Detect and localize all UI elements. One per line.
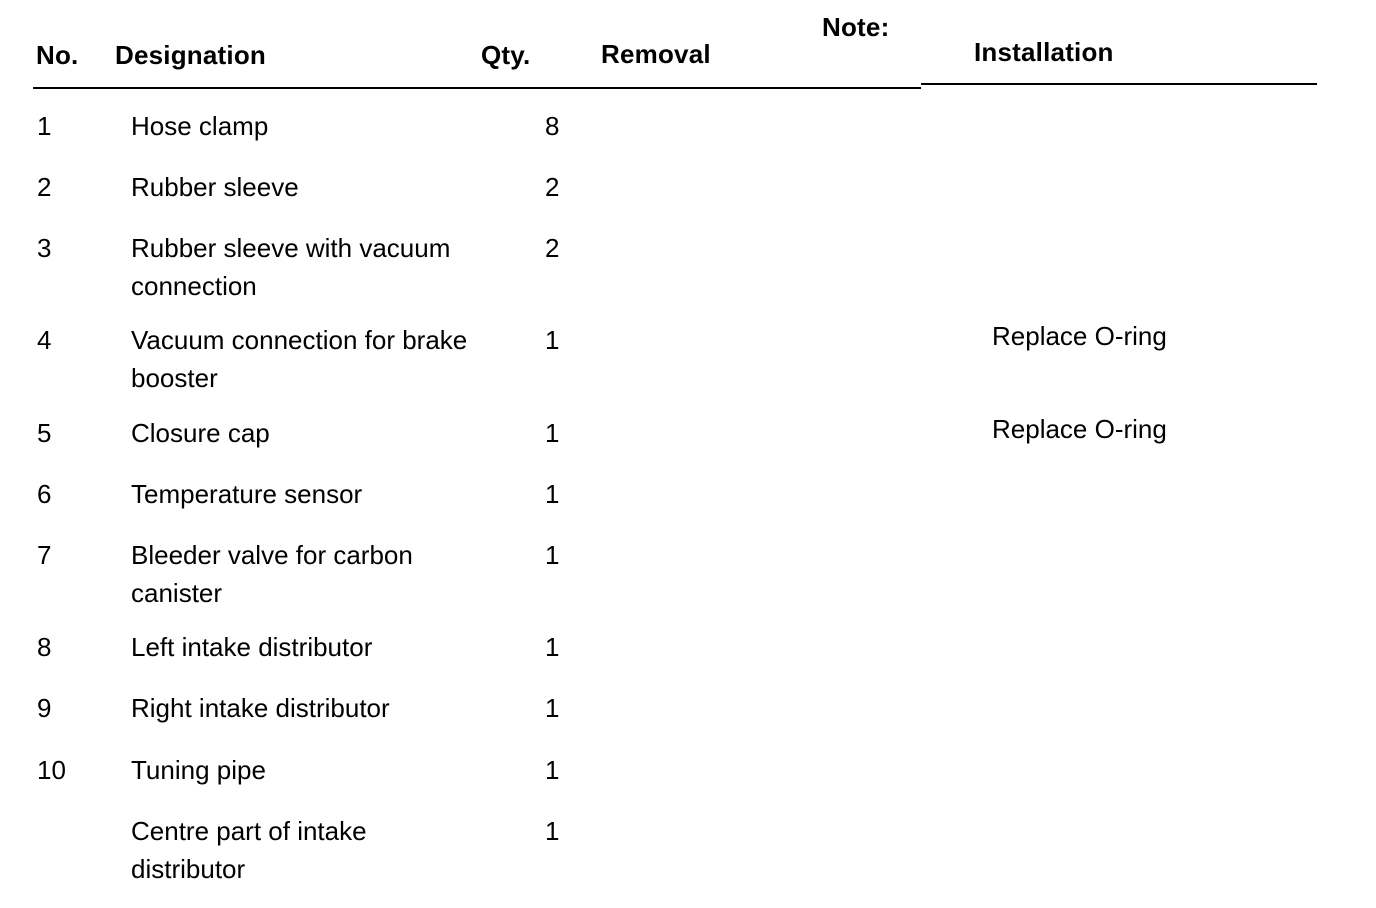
row-no: 4 — [37, 325, 52, 355]
row-designation: Rubber sleeve — [131, 172, 299, 202]
row-designation: Temperature sensor — [131, 479, 363, 509]
row-qty: 1 — [545, 632, 560, 662]
note-label: Note: — [822, 12, 890, 42]
row-no: 10 — [37, 755, 66, 785]
row-designation: Closure cap — [131, 418, 270, 448]
column-header-qty: Qty. — [481, 40, 531, 70]
row-no: 2 — [37, 172, 52, 202]
column-header-designation: Designation — [115, 40, 266, 70]
row-qty: 1 — [545, 418, 560, 448]
row-installation: Replace O-ring — [992, 321, 1167, 351]
row-installation: Replace O-ring — [992, 414, 1167, 444]
row-no: 3 — [37, 233, 52, 263]
row-no: 6 — [37, 479, 52, 509]
row-designation: Rubber sleeve with vacuum connection — [131, 233, 451, 301]
row-designation: Left intake distributor — [131, 632, 373, 662]
row-qty: 1 — [545, 755, 560, 785]
row-qty: 1 — [545, 325, 560, 355]
row-no: 1 — [37, 111, 52, 141]
row-qty: 1 — [545, 479, 560, 509]
row-designation: Centre part of intake distributor — [131, 816, 367, 884]
row-qty: 1 — [545, 540, 560, 570]
row-designation: Hose clamp — [131, 111, 269, 141]
row-qty: 1 — [545, 693, 560, 723]
row-designation: Bleeder valve for carbon canister — [131, 540, 413, 608]
row-no: 8 — [37, 632, 52, 662]
row-qty: 2 — [545, 233, 560, 263]
column-header-removal: Removal — [601, 39, 711, 69]
row-no: 7 — [37, 540, 52, 570]
row-qty: 1 — [545, 816, 560, 846]
column-header-installation: Installation — [974, 37, 1114, 67]
row-no: 9 — [37, 693, 52, 723]
row-designation: Vacuum connection for brake booster — [131, 325, 468, 393]
row-designation: Right intake distributor — [131, 693, 390, 723]
row-qty: 8 — [545, 111, 560, 141]
row-qty: 2 — [545, 172, 560, 202]
header-rule-left — [33, 87, 921, 89]
row-designation: Tuning pipe — [131, 755, 266, 785]
column-header-no: No. — [36, 40, 79, 70]
row-no: 5 — [37, 418, 52, 448]
header-rule-right — [921, 83, 1317, 85]
